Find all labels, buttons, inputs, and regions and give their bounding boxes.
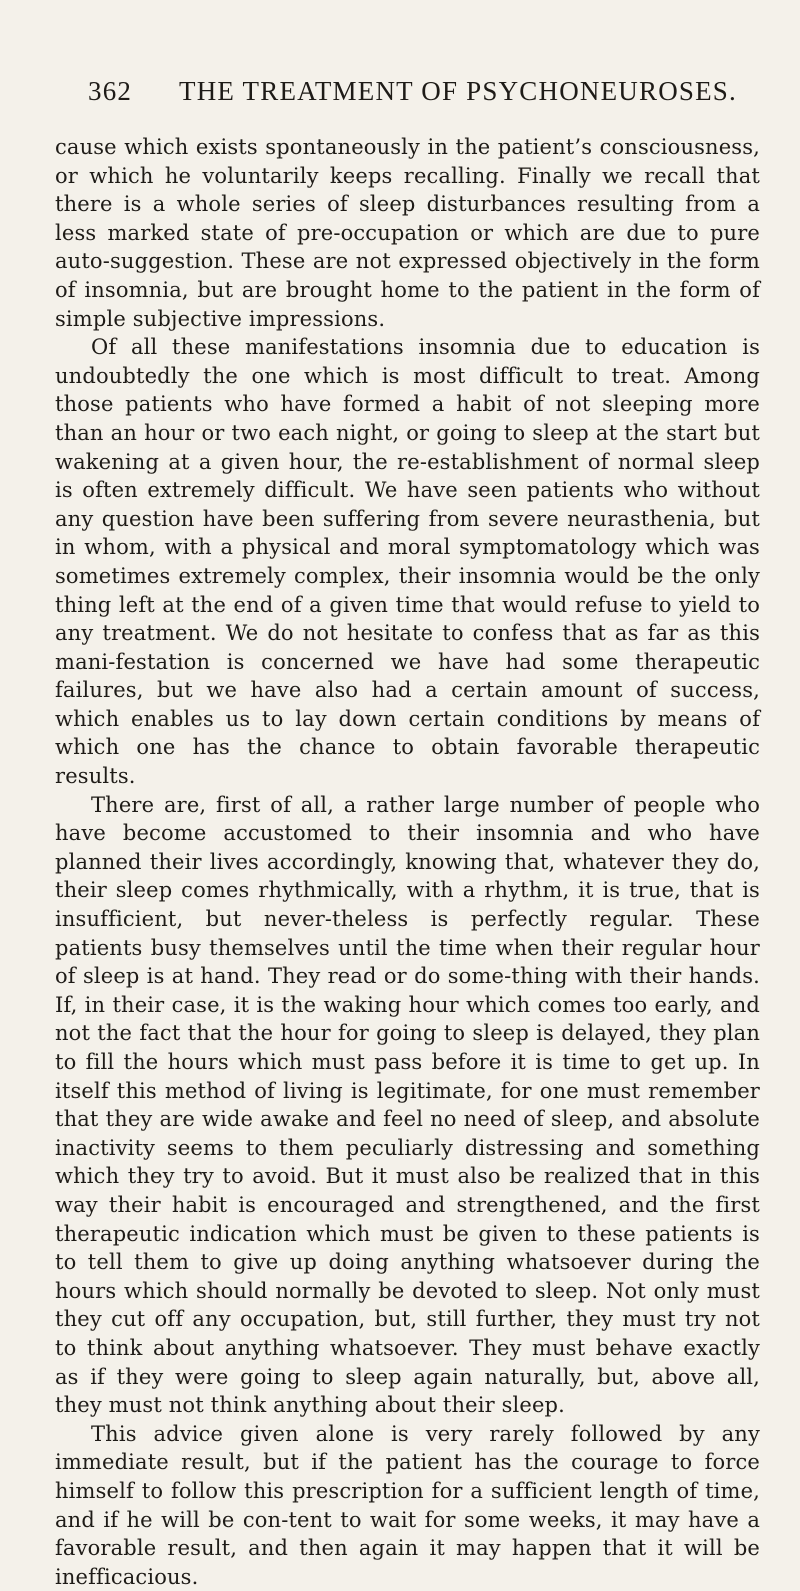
paragraph-continued: cause which exists spontaneously in the patient’s consciousness, or which he voluntarily keeps recalling. Finally we recall that there is a whole series of sleep disturbances resulting from a less marked state of pre-occupation or which are due to pure auto-suggestion. These are not expressed objectively in the form of insomnia, but are brought home to the patient in the form of simple subjective impressions. [55, 135, 760, 331]
paragraph-accustomed-patients: There are, first of all, a rather large number of people who have become accustomed to their insomnia and who have planned their lives accordingly, knowing that, whatever they do, their sleep comes rhythmically, with a rhythm, it is true, that is insufficient, but never-theless is perfectly regular. These patients busy themselves until the time when their regular hour of sleep is at hand. They read or do some-thing with their hands. If, in their case, it is the waking hour which comes too early, and not the fact that the hour for going to sleep is delayed, they plan to fill the hours which must pass before it is time to get up. In itself this method of living is legitimate, for one must remember that they are wide awake and feel no need of sleep, and absolute inactivity seems to them peculiarly distressing and something which they try to avoid. But it must also be realized that in this way their habit is encouraged and strengthened, and the first therapeutic indication which must be given to these patients is to tell them to give up doing anything whatsoever during the hours which should normally be devoted to sleep. Not only must they cut off any occupation, but, still further, they must try not to think about anything whatsoever. They must behave exactly as if they were going to sleep again naturally, but, above all, they must not think anything about their sleep. [55, 792, 760, 1418]
body-text [55, 133, 760, 1591]
running-head [88, 74, 760, 108]
paragraph-insomnia-education: Of all these manifestations insomnia due to education is undoubtedly the one which is most difficult to treat. Among those patients who have formed a habit of not sleeping more than an hour or two each night, or going to sleep at the start but wakening at a given hour, the re-establishment of normal sleep is often extremely difficult. We have seen patients who without any question have been suffering from severe neurasthenia, but in whom, with a physical and moral symptomatology which was sometimes extremely complex, their insomnia would be the only thing left at the end of a given time that would refuse to yield to any treatment. We do not hesitate to confess that as far as this mani-festation is concerned we have had some therapeutic failures, but we have also had a certain amount of success, which enables us to lay down certain conditions by means of which one has the chance to obtain favorable therapeutic results. [55, 335, 760, 789]
paragraph-advice: This advice given alone is very rarely followed by any immediate result, but if the patient has the courage to force himself to follow this prescription for a sufficient length of time, and if he will be con-tent to wait for some weeks, it may have a favorable result, and then again it may happen that it will be inefficacious. [55, 1421, 760, 1589]
running-title: THE TREATMENT OF PSYCHONEUROSES. [179, 76, 737, 106]
page-number: 362 [88, 76, 133, 106]
